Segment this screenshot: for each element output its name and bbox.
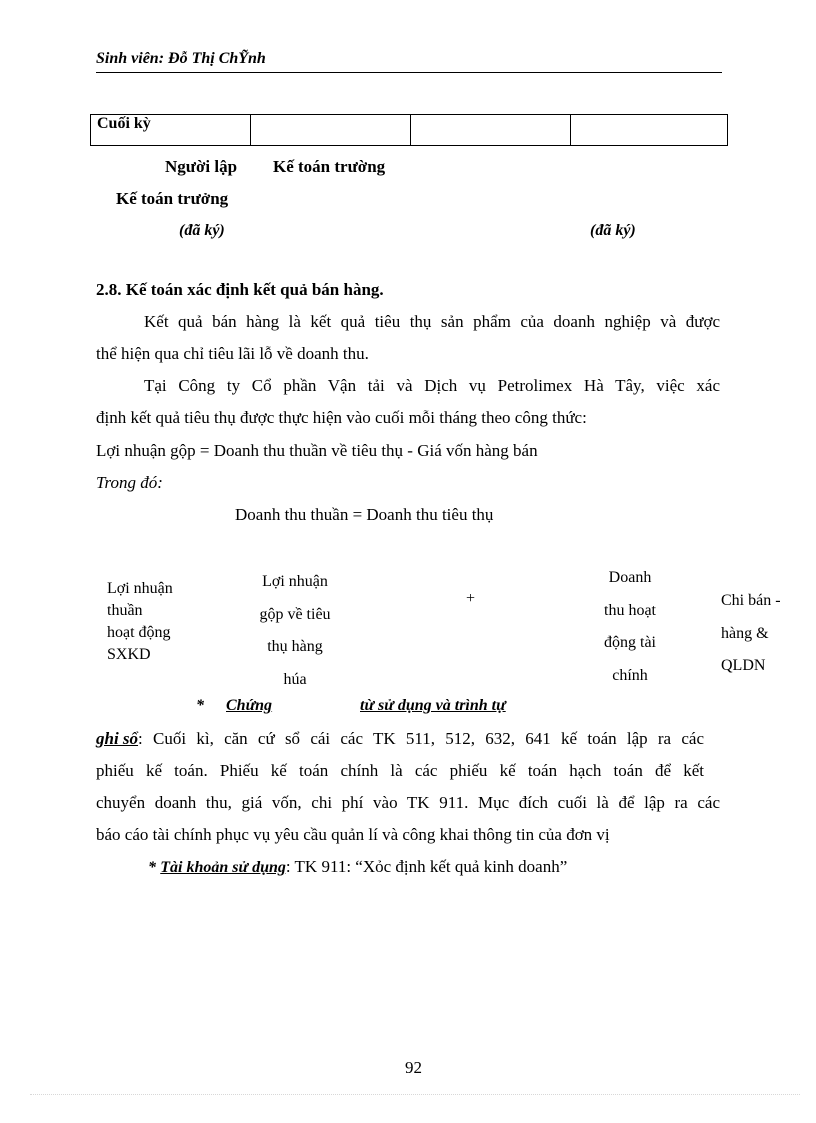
ghi-so-label: ghi sổ [96, 729, 139, 748]
formula-net-revenue: Doanh thu thuần = Doanh thu tiêu thụ [235, 505, 494, 524]
bullet-star: * [196, 697, 204, 714]
balance-table [90, 114, 728, 146]
chung-tu-line1: ghi sổ : Cuối kì, căn cứ sổ cái các TK 511, 512, 632, 641 kế toán lập ra các [96, 729, 704, 748]
table-cell [251, 115, 411, 146]
equation-financial-revenue: Doanh thu hoạt động tài chính [604, 569, 656, 684]
chung-tu-label-part1: Chứng [226, 697, 273, 714]
signature-nguoi-lap: Người lập [165, 157, 238, 176]
paragraph-line: Tại Công ty Cổ phần Vận tải và Dịch vụ Petrolimex Hà Tây, việc xác [144, 376, 720, 395]
table-cell [571, 115, 728, 146]
page-header-student: Sinh viên: Đỗ Thị ChỸnh [96, 50, 266, 67]
signature-ke-toan-truong-2: Kế toán trưởng [116, 189, 229, 208]
page-number: 92 [405, 1058, 422, 1077]
equation-plus-sign: + [466, 590, 476, 607]
tai-khoan-label: Tài khoản sử dụng [160, 859, 286, 876]
signed-right: (đã ký) [590, 222, 636, 239]
section-heading: 2.8. Kế toán xác định kết quả bán hàng. [96, 280, 384, 299]
equation-gross-profit: Lợi nhuận gộp về tiêu thụ hàng húa [259, 573, 331, 688]
paragraph-line: định kết quả tiêu thụ được thực hiện vào cuối mỗi tháng theo công thức: [96, 408, 587, 427]
chung-tu-label-part2: từ sử dụng và trình tự [360, 697, 506, 714]
paragraph-line: Kết quả bán hàng là kết quả tiêu thụ sản phẩm của doanh nghiệp và được [144, 312, 720, 331]
table-cell [411, 115, 571, 146]
table-row [91, 115, 728, 146]
paragraph-line: thể hiện qua chỉ tiêu lãi lỗ về doanh thu. [96, 344, 369, 363]
trong-do-label: Trong đó: [96, 473, 163, 492]
paragraph-line: báo cáo tài chính phục vụ yêu cầu quản lí và công khai thông tin của đơn vị [96, 825, 610, 844]
row-label-cuoi-ky: Cuối kỳ [91, 115, 251, 146]
signed-left: (đã ký) [179, 222, 225, 239]
paragraph-line: chuyển doanh thu, giá vốn, chi phí vào TK 911. Mục đích cuối là để lập ra các [96, 793, 720, 812]
header-rule [96, 72, 722, 73]
signature-ke-toan-truong: Kế toán trường [273, 157, 386, 176]
equation-net-profit: Lợi nhuận thuần hoạt động SXKD [107, 580, 173, 663]
tai-khoan-line: * Tài khoản sử dụng: TK 911: “Xỏc định kết quả kinh doanh” [148, 857, 568, 876]
formula-gross-profit: Lợi nhuận gộp = Doanh thu thuần về tiêu thụ - Giá vốn hàng bán [96, 441, 538, 460]
paragraph-line: phiếu kế toán. Phiếu kế toán chính là các phiếu kế toán hạch toán để kết [96, 761, 704, 780]
equation-selling-admin-costs: Chi bán - hàng & QLDN [721, 592, 781, 674]
page-bottom-border [30, 1094, 800, 1095]
